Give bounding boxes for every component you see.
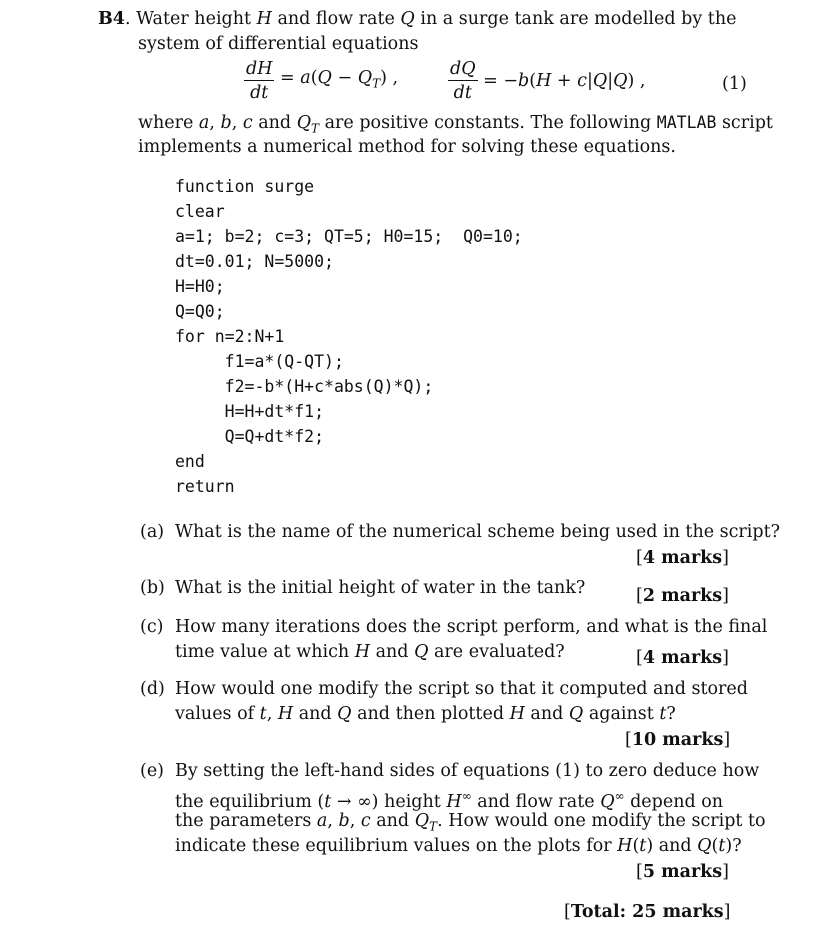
code-line: function surge [175, 177, 315, 196]
eq-num-dH: dH [246, 59, 273, 79]
eq-frac-dQ-dt [448, 58, 478, 105]
code-line: dt=0.01; N=5000; [175, 252, 334, 271]
question-e-line-1: By setting the left-hand sides of equations (1) to zero deduce how [175, 761, 760, 781]
eq-rhs-1: = $a(Q - Q_T)$ , [280, 68, 399, 91]
code-line: for n=2:N+1 [175, 327, 285, 346]
code-line: return [175, 477, 235, 496]
question-c-label: (c) [140, 617, 164, 637]
eq-frac-dH-dt [244, 58, 274, 105]
intro-line-2: system of differential equations [138, 34, 419, 54]
matlab-keyword: MATLAB [656, 113, 717, 132]
code-line: Q=Q0; [175, 302, 225, 321]
question-c-line-1: How many iterations does the script perform, and what is the final [175, 617, 768, 637]
question-d-label: (d) [140, 679, 165, 699]
question-number: B4 [98, 9, 125, 29]
question-a-marks: [4 marks] [636, 548, 729, 568]
code-line: f1=a*(Q-QT); [175, 352, 344, 371]
question-e-line-2: the equilibrium (t → ∞) height H∞ and flow rate Q∞ depend on [175, 789, 724, 812]
equation-number: (1) [722, 74, 747, 94]
question-b-text: What is the initial height of water in the tank? [175, 578, 586, 598]
question-c-marks: [4 marks] [636, 648, 729, 668]
intro-line-1: . Water height H and flow rate Q in a surge tank are modelled by the [124, 9, 737, 29]
eq-den-dt: dt [250, 83, 269, 103]
after-eq-line-1: where a, b, c and $Q_T$ are positive constants. The following MATLAB script [138, 113, 773, 136]
question-a-text: What is the name of the numerical scheme being used in the script? [175, 522, 781, 542]
total-marks: [Total: 25 marks] [564, 902, 731, 922]
question-d-line-2: values of t, H and Q and then plotted H and Q against t? [175, 704, 676, 724]
question-c-line-2: time value at which H and Q are evaluated? [175, 642, 565, 662]
question-b-label: (b) [140, 578, 165, 598]
code-line: H=H+dt*f1; [175, 402, 325, 421]
question-a-label: (a) [140, 522, 165, 542]
eq-den-dt-2: dt [453, 83, 472, 103]
eq-rhs-2: = −b(H + c|Q|Q) , [483, 71, 646, 91]
question-heading [98, 7, 736, 32]
question-d-line-1: How would one modify the script so that it computed and stored [175, 679, 748, 699]
code-line: H=H0; [175, 277, 225, 296]
question-b-marks: [2 marks] [636, 586, 729, 606]
after-eq-line-2: implements a numerical method for solving these equations. [138, 137, 676, 157]
question-e-marks: [5 marks] [636, 862, 729, 882]
code-line: Q=Q+dt*f2; [175, 427, 325, 446]
code-line: f2=-b*(H+c*abs(Q)*Q); [175, 377, 434, 396]
question-d-marks: [10 marks] [625, 730, 731, 750]
question-e-line-4: indicate these equilibrium values on the plots for H(t) and Q(t)? [175, 836, 742, 856]
equation-2 [448, 58, 645, 105]
question-e-line-3: the parameters a, b, c and $Q_T$. How would one modify the script to [175, 811, 766, 834]
code-line: end [175, 452, 205, 471]
equation-1 [244, 58, 398, 105]
code-line: clear [175, 202, 225, 221]
matlab-script [175, 174, 523, 499]
code-line: a=1; b=2; c=3; QT=5; H0=15; Q0=10; [175, 227, 523, 246]
eq-num-dQ: dQ [450, 59, 476, 79]
question-e-label: (e) [140, 761, 165, 781]
